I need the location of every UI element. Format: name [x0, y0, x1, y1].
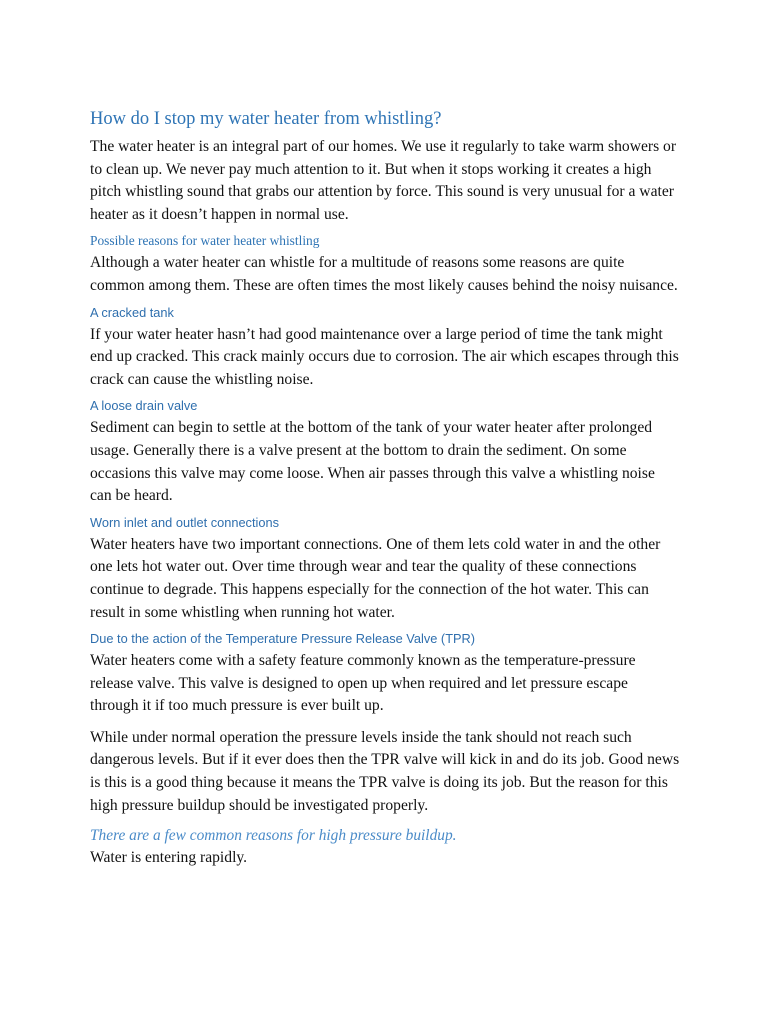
paragraph-worn-connections: Water heaters have two important connections. One of them lets cold water in and the other one lets hot water out. Over time through wear and tear the quality of these connections continue to degrade. This happens especially for the connection of the hot water. This can result in some whistling when running hot water. [90, 535, 661, 621]
paragraph-cracked-tank: If your water heater hasn’t had good maintenance over a large period of time the tank might end up cracked. This crack mainly occurs due to corrosion. The air which escapes through this crack can cause the whistling noise. [90, 325, 679, 388]
heading-cracked-tank: A cracked tank [90, 304, 174, 320]
paragraph-tpr-valve: Water heaters come with a safety feature commonly known as the temperature-pressure release valve. This valve is designed to open up when required and let pressure escape through it if too much pressure is ever built up. [90, 652, 636, 715]
paragraph-water-entering: Water is entering rapidly. [90, 849, 248, 867]
heading-worn-connections: Worn inlet and outlet connections [90, 514, 279, 530]
document-title: How do I stop my water heater from whistling? [90, 109, 442, 129]
paragraph-tpr-pressure: While under normal operation the pressure levels inside the tank should not reach such dangerous levels. But if it ever does then the TPR valve will kick in and do its job. Good news is this is a good thing because it means the TPR valve is doing its job. But the reason for this high pressure buildup should be investigated properly. [90, 728, 680, 814]
heading-loose-drain-valve: A loose drain valve [90, 398, 198, 414]
heading-possible-reasons: Possible reasons for water heater whistling [90, 233, 320, 249]
intro-paragraph: The water heater is an integral part of our homes. We use it regularly to take warm showers or to clean up. We never pay much attention to it. But when it stops working it creates a high pitch whistling sound that grabs our attention by force. This sound is very unusual for a water heater as it doesn’t happen in normal use. [90, 138, 677, 223]
paragraph-loose-drain-valve: Sediment can begin to settle at the bottom of the tank of your water heater after prolonged usage. Generally there is a valve present at the bottom to drain the sediment. On some occasions this valve may come loose. When air passes through this valve a whistling noise can be heard. [90, 419, 655, 505]
document-page [90, 106, 680, 870]
emphasis-high-pressure: There are a few common reasons for high pressure buildup. [90, 827, 457, 845]
paragraph-possible-reasons: Although a water heater can whistle for a multitude of reasons some reasons are quite common among them. These are often times the most likely causes behind the noisy nuisance. [90, 254, 678, 294]
heading-tpr-valve: Due to the action of the Temperature Pressure Release Valve (TPR) [90, 631, 476, 647]
